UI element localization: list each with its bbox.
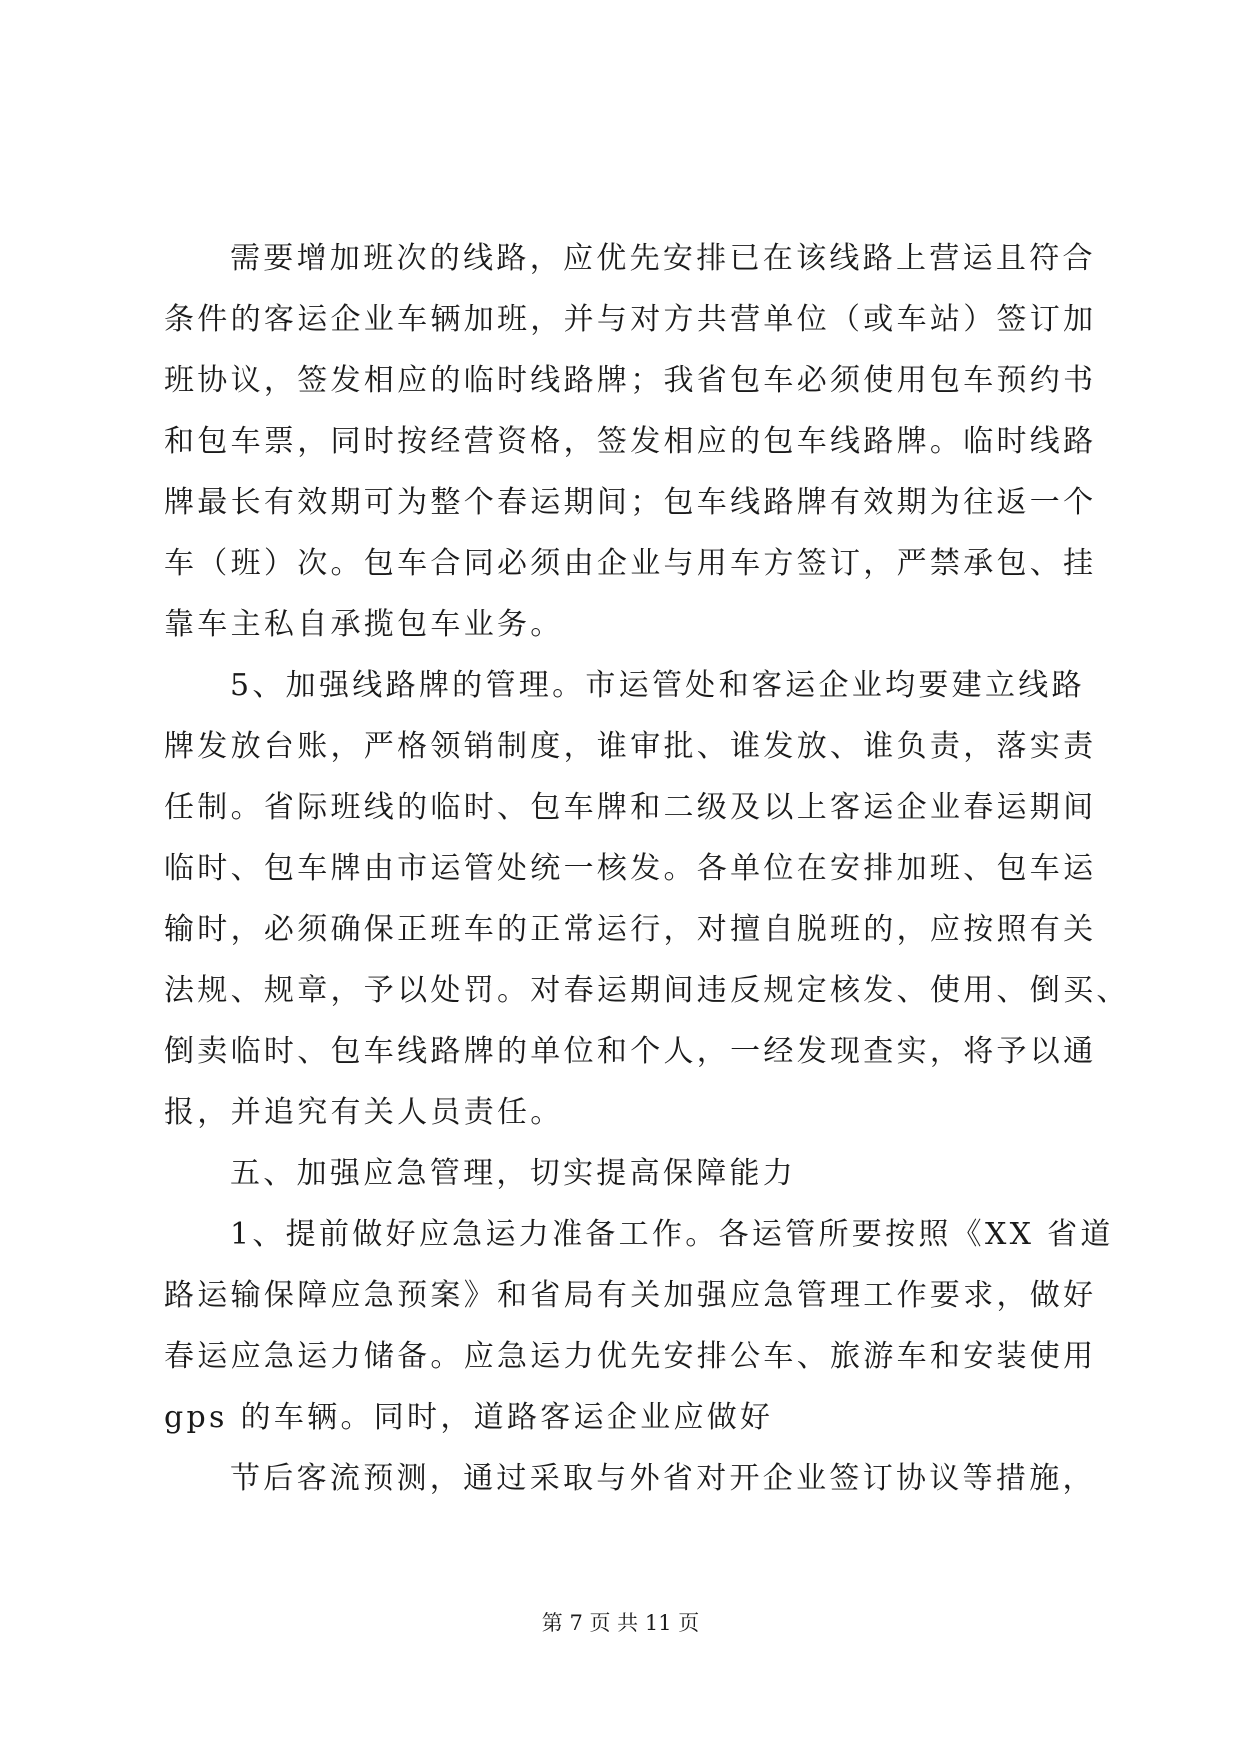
text-line: gps 的车辆。同时，道路客运企业应做好 [164,1400,774,1435]
text-line: 牌发放台账，严格领销制度，谁审批、谁发放、谁负责，落实责 [164,729,1097,764]
text-line: 靠车主私自承揽包车业务。 [164,607,564,642]
document-body [164,228,1130,1509]
text-line: 任制。省际班线的临时、包车牌和二级及以上客运企业春运期间 [164,790,1097,825]
text-line: 班协议，签发相应的临时线路牌；我省包车必须使用包车预约书 [164,363,1097,398]
text-line: 条件的客运企业车辆加班，并与对方共营单位（或车站）签订加 [164,302,1097,337]
text-line: 1、提前做好应急运力准备工作。各运管所要按照《XX 省道 [230,1217,1114,1252]
text-line: 倒卖临时、包车线路牌的单位和个人，一经发现查实，将予以通 [164,1034,1097,1069]
text-line: 路运输保障应急预案》和省局有关加强应急管理工作要求，做好 [164,1278,1097,1313]
text-line: 车（班）次。包车合同必须由企业与用车方签订，严禁承包、挂 [164,546,1097,581]
text-line: 5、加强线路牌的管理。市运管处和客运企业均要建立线路 [230,668,1085,703]
text-line: 输时，必须确保正班车的正常运行，对擅自脱班的，应按照有关 [164,912,1097,947]
text-line: 需要增加班次的线路，应优先安排已在该线路上营运且符合 [230,241,1096,276]
text-line: 临时、包车牌由市运管处统一核发。各单位在安排加班、包车运 [164,851,1097,886]
text-line: 和包车票，同时按经营资格，签发相应的包车线路牌。临时线路 [164,424,1097,459]
text-line: 法规、规章，予以处罚。对春运期间违反规定核发、使用、倒买、 [164,973,1130,1008]
text-line: 牌最长有效期可为整个春运期间；包车线路牌有效期为往返一个 [164,485,1097,520]
page-footer: 第 7 页 共 11 页 [541,1611,700,1635]
text-line: 节后客流预测，通过采取与外省对开企业签订协议等措施， [230,1461,1096,1496]
text-line: 春运应急运力储备。应急运力优先安排公车、旅游车和安装使用 [164,1339,1097,1374]
text-line: 报，并追究有关人员责任。 [164,1095,564,1130]
text-line: 五、加强应急管理，切实提高保障能力 [230,1156,797,1191]
